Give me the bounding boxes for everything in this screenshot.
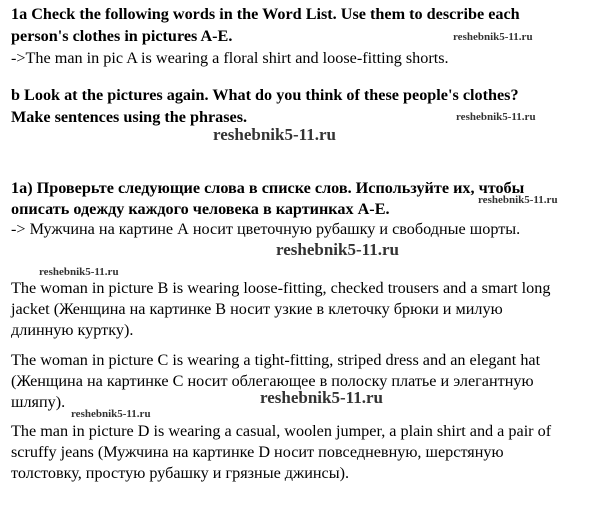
task-1a-heading-line1: 1a Check the following words in the Word List. Use them to describe each — [11, 5, 520, 23]
answer-d-line1: The man in picture D is wearing a casual, woolen jumper, a plain shirt and a pair of — [11, 422, 552, 440]
watermark: reshebnik5-11.ru — [276, 240, 399, 259]
answer-d-line3: толстовку, простую рубашку и грязные джинсы). — [11, 464, 350, 482]
task-1a-ru-line1: 1а) Проверьте следующие слова в списке слов. Используйте их, чтобы — [11, 179, 525, 197]
watermark: reshebnik5-11.ru — [39, 266, 119, 278]
answer-b-line3: длинную куртку). — [11, 321, 134, 339]
answer-c-line2: (Женщина на картинке С носит облегающее в полоску платье и элегантную — [11, 372, 534, 390]
watermark: reshebnik5-11.ru — [260, 388, 383, 407]
answer-b-line1: The woman in picture B is wearing loose-fitting, checked trousers and a smart long — [11, 279, 551, 297]
task-1a-heading-line2: person's clothes in pictures A-E. — [11, 27, 233, 45]
task-b-heading-line2: Make sentences using the phrases. — [11, 108, 248, 126]
watermark: reshebnik5-11.ru — [478, 194, 558, 206]
watermark: reshebnik5-11.ru — [213, 125, 336, 144]
answer-c-line3: шляпу). — [11, 393, 66, 411]
answer-d-line2: scruffy jeans (Мужчина на картинке D носит повседневную, шерстяную — [11, 443, 504, 461]
answer-c-line1: The woman in picture C is wearing a tight-fitting, striped dress and an elegant hat — [11, 351, 541, 369]
watermark: reshebnik5-11.ru — [453, 31, 533, 43]
task-1a-ru-line2: описать одежду каждого человека в картинках A-E. — [11, 200, 390, 218]
watermark: reshebnik5-11.ru — [71, 408, 151, 420]
task-1a-ru-example: -> Мужчина на картине А носит цветочную рубашку и свободные шорты. — [11, 220, 521, 238]
task-1a-example: ->The man in pic A is wearing a floral shirt and loose-fitting shorts. — [11, 49, 449, 67]
task-b-heading-line1: b Look at the pictures again. What do you think of these people's clothes? — [11, 86, 519, 104]
answer-b-line2: jacket (Женщина на картинке В носит узкие в клеточку брюки и милую — [11, 300, 503, 318]
watermark: reshebnik5-11.ru — [456, 111, 536, 123]
